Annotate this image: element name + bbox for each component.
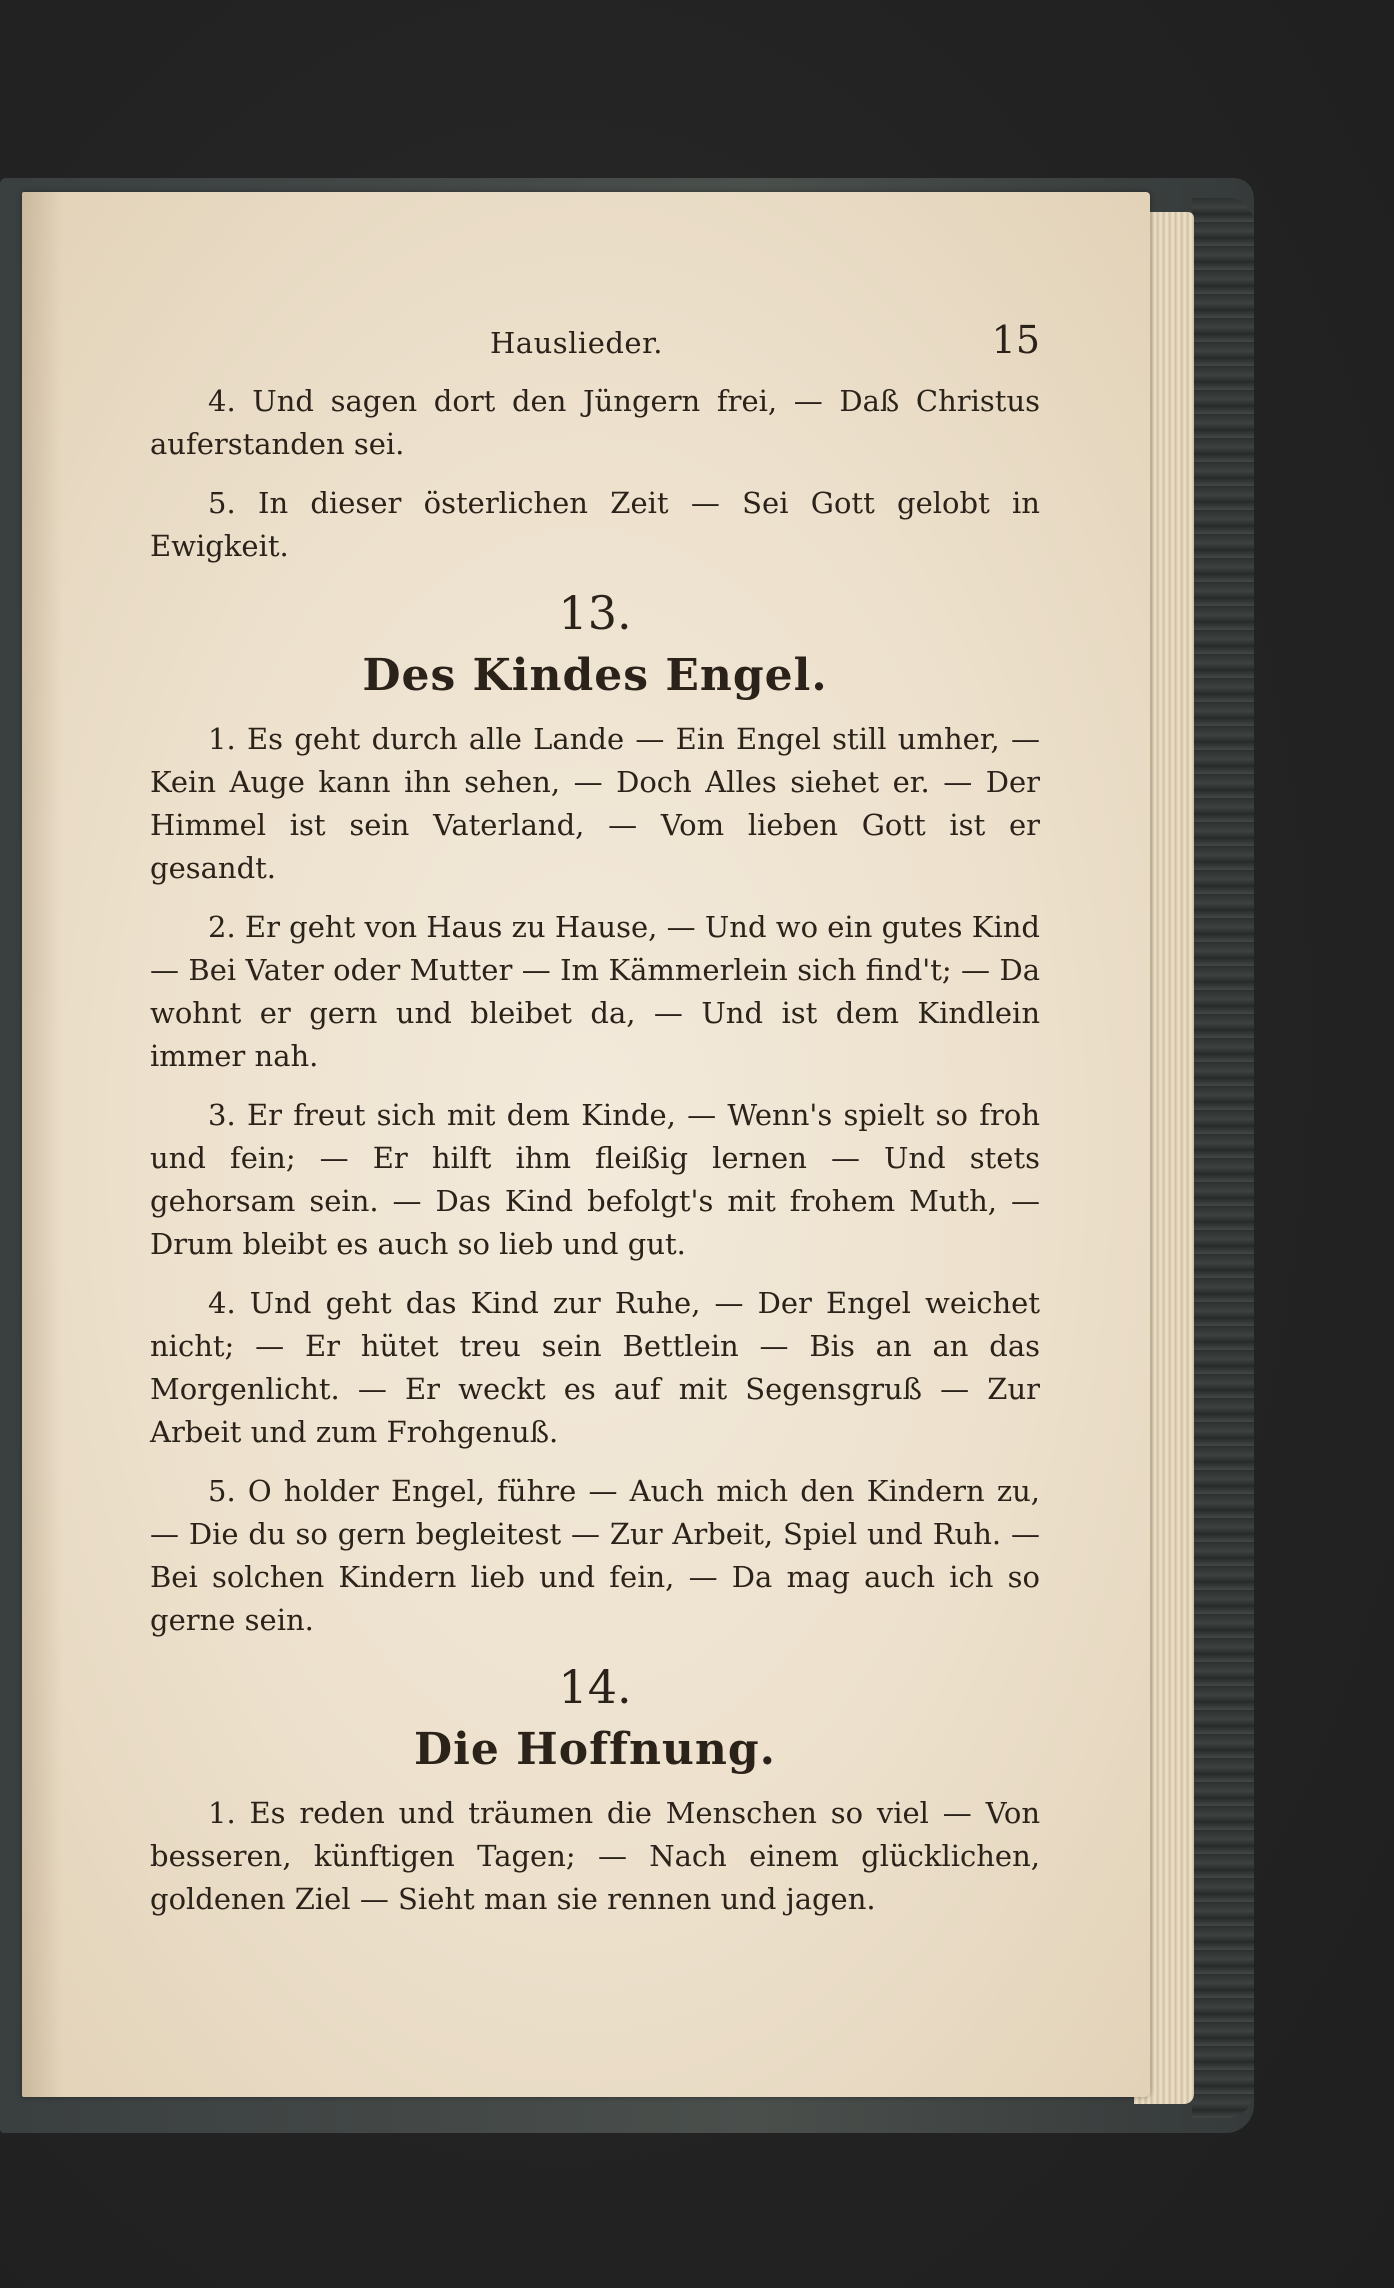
song-number: 14. (558, 1660, 632, 1714)
verse: 1. Es reden und träumen die Menschen so viel — Von besseren, künftigen Tagen; — Nach einem glücklichen, goldenen Ziel — Sieht man sie rennen und jagen. (150, 1796, 1040, 1916)
cover-edge (1192, 198, 1254, 2118)
verse: 5. O holder Engel, führe — Auch mich den Kindern zu, — Die du so gern begleitest — Zur Arbeit, Spiel und Ruh. — Bei solchen Kindern lieb und fein, — Da mag auch ich so gerne sein. (150, 1474, 1040, 1637)
verse-continued-5: 5. In dieser österlichen Zeit — Sei Gott gelobt in Ewigkeit. (150, 486, 1040, 563)
song-number: 13. (558, 586, 632, 640)
book-page (22, 192, 1150, 2097)
song-title: Die Hoffnung. (413, 1724, 776, 1775)
page-number: 15 (991, 318, 1040, 362)
running-title: Hauslieder. (490, 326, 663, 360)
verse: 1. Es geht durch alle Lande — Ein Engel still umher, — Kein Auge kann ihn sehen, — Doch Alles siehet er. — Der Himmel ist sein Vaterland, — Vom lieben Gott ist er gesandt. (150, 722, 1040, 885)
verse: 4. Und geht das Kind zur Ruhe, — Der Engel weichet nicht; — Er hütet treu sein Bettlein — Bis an an das Morgenlicht. — Er weckt es auf mit Segensgruß — Zur Arbeit und zum Frohgenuß. (150, 1286, 1040, 1449)
verse: 2. Er geht von Haus zu Hause, — Und wo ein gutes Kind — Bei Vater oder Mutter — Im Kämmerlein sich find't; — Da wohnt er gern und bleibet da, — Und ist dem Kindlein immer nah. (150, 910, 1040, 1073)
running-head (150, 312, 1040, 372)
page-text (150, 312, 1040, 2032)
verse: 3. Er freut sich mit dem Kinde, — Wenn's spielt so froh und fein; — Er hilft ihm fleißig lernen — Und stets gehorsam sein. — Das Kind befolgt's mit frohem Muth, — Drum bleibt es auch so lieb und gut. (150, 1098, 1040, 1261)
song-title: Des Kindes Engel. (362, 650, 828, 701)
verse-continued-4: 4. Und sagen dort den Jüngern frei, — Daß Christus auferstanden sei. (150, 384, 1040, 461)
